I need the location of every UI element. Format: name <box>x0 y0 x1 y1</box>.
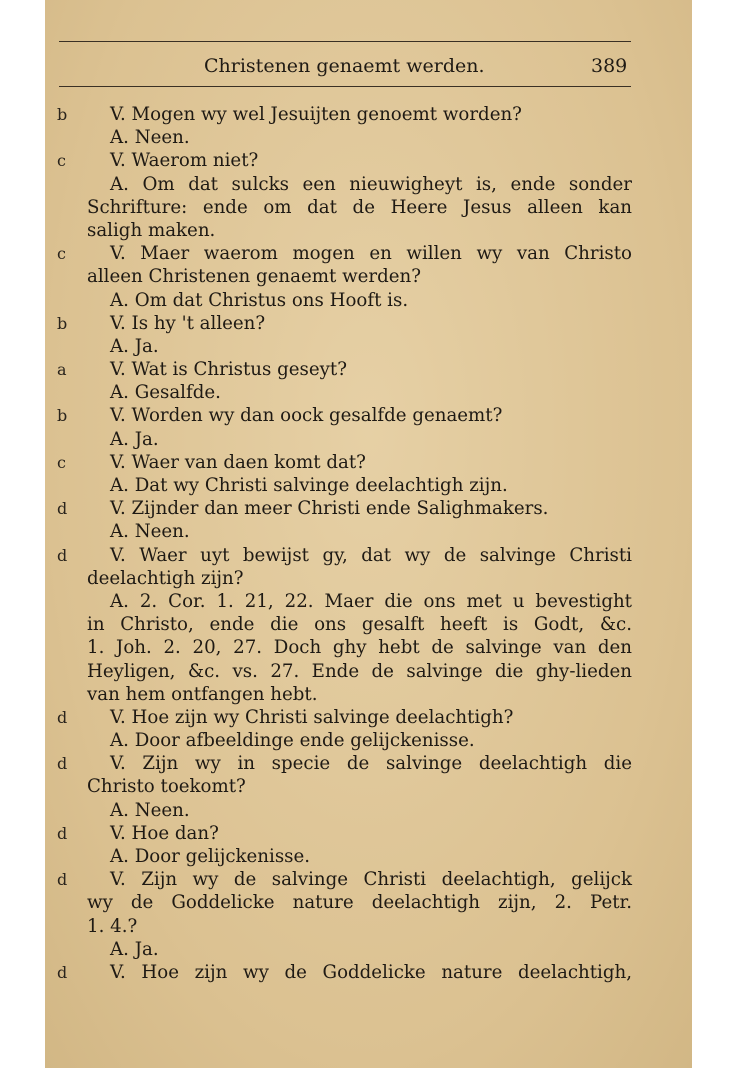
line-text: V. Wat is Christus geseyt? <box>110 359 347 381</box>
line-text: V. Mogen wy wel Jesuijten genoemt worden? <box>110 104 522 125</box>
margin-marker: c <box>57 244 66 264</box>
text-line <box>45 242 692 265</box>
line-text <box>110 590 632 613</box>
text-line <box>45 915 692 938</box>
text-line <box>45 474 692 497</box>
text-line <box>45 845 692 868</box>
line-text: A. Ja. <box>110 938 159 960</box>
line-text: V. Waerom niet? <box>110 150 259 172</box>
line-text: Christo toekomt? <box>87 776 246 798</box>
line-text <box>110 173 632 196</box>
line-text <box>87 613 632 636</box>
line-text: V. Hoe zijn wy Christi salvinge deelachtigh? <box>110 706 514 728</box>
line-text: A. Om dat Christus ons Hooft is. <box>110 289 409 311</box>
header-rule-top <box>59 41 631 42</box>
margin-marker: d <box>57 545 68 565</box>
header-rule-bottom <box>59 86 631 87</box>
text-line <box>45 520 692 543</box>
line-text: V. Zijnder dan meer Christi ende Salighmakers. <box>110 498 549 520</box>
line-text <box>87 196 632 219</box>
line-text: V. Worden wy dan oock gesalfde genaemt? <box>110 405 503 427</box>
justified-text: in Christo, ende die ons gesalft heeft is Godt, &c. <box>87 614 632 636</box>
page-number: 389 <box>591 55 628 77</box>
text-line <box>45 613 692 636</box>
text-line <box>45 822 692 845</box>
line-text: 1. 4.? <box>87 915 138 937</box>
justified-text: 1. Joh. 2. 20, 27. Doch ghy hebt de salvinge van den <box>87 637 632 659</box>
line-text <box>87 636 632 659</box>
line-text: A. Neen. <box>110 127 190 149</box>
text-line <box>45 660 692 683</box>
margin-marker: d <box>57 707 68 727</box>
justified-text: V. Zijn wy de salvinge Christi deelachtigh, gelijck <box>110 869 632 891</box>
margin-marker: b <box>57 406 68 426</box>
text-line <box>45 149 692 172</box>
text-line <box>45 636 692 659</box>
line-text <box>87 891 632 914</box>
text-line <box>45 335 692 358</box>
line-text: A. Ja. <box>110 428 159 450</box>
line-text: deelachtigh zijn? <box>87 567 244 589</box>
text-line <box>45 752 692 775</box>
line-text: V. Waer van daen komt dat? <box>110 451 366 473</box>
text-line <box>45 868 692 891</box>
book-page <box>45 0 692 1068</box>
text-line <box>45 451 692 474</box>
justified-text: V. Waer uyt bewijst gy, dat wy de salvinge Christi <box>110 544 632 566</box>
line-text: A. Neen. <box>110 521 190 543</box>
margin-marker: a <box>57 360 67 380</box>
line-text: A. Dat wy Christi salvinge deelachtigh zijn. <box>110 475 508 496</box>
text-line <box>45 173 692 196</box>
line-text: A. Neen. <box>110 799 190 821</box>
text-line <box>45 289 692 312</box>
line-text: V. Is hy 't alleen? <box>110 312 266 334</box>
line-text: A. Ja. <box>110 335 159 357</box>
line-text: A. Door gelijckenisse. <box>110 846 311 867</box>
margin-marker: b <box>57 313 68 333</box>
line-text <box>87 660 632 683</box>
line-text <box>110 961 632 984</box>
margin-marker: d <box>57 499 68 519</box>
text-line <box>45 126 692 149</box>
margin-marker: d <box>57 823 68 843</box>
line-text: alleen Christenen genaemt werden? <box>87 266 421 288</box>
text-line <box>45 799 692 822</box>
line-text <box>110 544 632 567</box>
text-line <box>45 428 692 451</box>
justified-text: V. Maer waerom mogen en willen wy van Christo <box>110 243 632 265</box>
text-line <box>45 729 692 752</box>
justified-text: Schrifture: ende om dat de Heere Jesus alleen kan <box>87 196 632 218</box>
running-header <box>45 55 692 79</box>
margin-marker: d <box>57 962 68 982</box>
line-text: A. Gesalfde. <box>110 382 221 404</box>
justified-text: A. Om dat sulcks een nieuwigheyt is, ende sonder <box>110 173 632 195</box>
margin-marker: c <box>57 151 66 171</box>
justified-text: Heyligen, &c. vs. 27. Ende de salvinge die ghy-lieden <box>87 660 632 682</box>
text-line <box>45 590 692 613</box>
line-text <box>110 752 632 775</box>
margin-marker: d <box>57 754 68 774</box>
text-line <box>45 891 692 914</box>
text-line <box>45 683 692 706</box>
line-text <box>110 868 632 891</box>
catechism-text <box>45 103 692 984</box>
text-line <box>45 404 692 427</box>
text-line <box>45 358 692 381</box>
text-line <box>45 938 692 961</box>
justified-text: V. Zijn wy in specie de salvinge deelachtigh die <box>110 753 632 775</box>
line-text <box>110 242 632 265</box>
text-line <box>45 775 692 798</box>
justified-text: A. 2. Cor. 1. 21, 22. Maer die ons met u bevestight <box>110 590 632 612</box>
justified-text: wy de Goddelicke nature deelachtigh zijn, 2. Petr. <box>87 892 632 914</box>
margin-marker: c <box>57 452 66 472</box>
justified-text: V. Hoe zijn wy de Goddelicke nature deelachtigh, <box>110 961 632 983</box>
text-line <box>45 265 692 288</box>
text-line <box>45 544 692 567</box>
margin-marker: d <box>57 870 68 890</box>
line-text: van hem ontfangen hebt. <box>87 683 318 705</box>
line-text: A. Door afbeeldinge ende gelijckenisse. <box>110 730 475 752</box>
text-line <box>45 497 692 520</box>
text-line <box>45 381 692 404</box>
margin-marker: b <box>57 105 68 124</box>
text-line <box>45 961 692 984</box>
running-title: Christenen genaemt werden. <box>204 55 485 77</box>
text-line <box>45 567 692 590</box>
text-line <box>45 706 692 729</box>
text-line <box>45 103 692 126</box>
text-line <box>45 219 692 242</box>
line-text: V. Hoe dan? <box>110 822 219 844</box>
line-text: saligh maken. <box>87 219 216 241</box>
text-line <box>45 196 692 219</box>
text-line <box>45 312 692 335</box>
